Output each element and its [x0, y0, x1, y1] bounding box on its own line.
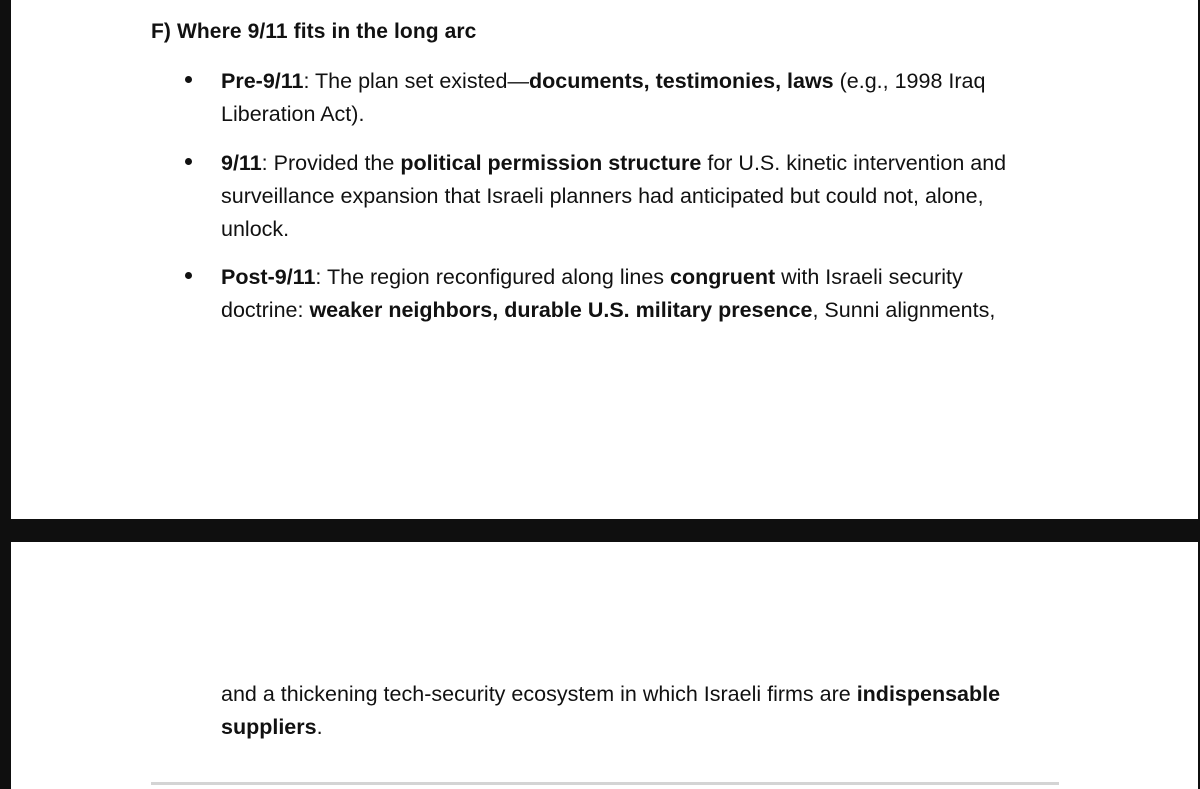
text-run: (e.g., 1998 Iraq Liberation Act).	[221, 69, 986, 126]
document-page-top	[11, 0, 1198, 519]
list-item-text	[221, 147, 1051, 246]
bullet-icon	[185, 76, 192, 83]
bullet-icon	[185, 272, 192, 279]
bold-term: documents, testimonies, laws	[528, 69, 834, 93]
bold-term: Post-9/11	[221, 265, 316, 289]
bold-term: congruent	[670, 265, 776, 289]
text-run: : The plan set existed—	[303, 69, 529, 93]
text-run: : The region reconfigured along lines	[315, 265, 671, 289]
list-item-text	[221, 678, 1051, 744]
text-run: .	[316, 715, 323, 739]
bold-term: indispensable suppliers	[221, 682, 1001, 739]
list-item-text	[221, 65, 1051, 131]
section-heading: F) Where 9/11 fits in the long arc	[151, 20, 477, 43]
document-page-bottom	[11, 542, 1198, 789]
bold-term: Pre-9/11	[221, 69, 304, 93]
horizontal-rule	[151, 782, 1059, 785]
text-run: : Provided the	[261, 151, 401, 175]
text-run: , Sunni alignments,	[812, 298, 996, 322]
bold-term: 9/11	[221, 151, 262, 175]
bullet-icon	[185, 158, 192, 165]
list-item-text	[221, 261, 1051, 327]
bold-term: political permission structure	[400, 151, 702, 175]
text-run: and a thickening tech-security ecosystem in which Israeli firms are	[221, 682, 857, 706]
bold-term: weaker neighbors, durable U.S. military presence	[309, 298, 813, 322]
text-run: for U.S. kinetic intervention and surveillance expansion that Israeli planners had anticipated but could not, alone, unlock.	[221, 151, 1007, 241]
text-run: with Israeli security doctrine:	[221, 265, 963, 322]
